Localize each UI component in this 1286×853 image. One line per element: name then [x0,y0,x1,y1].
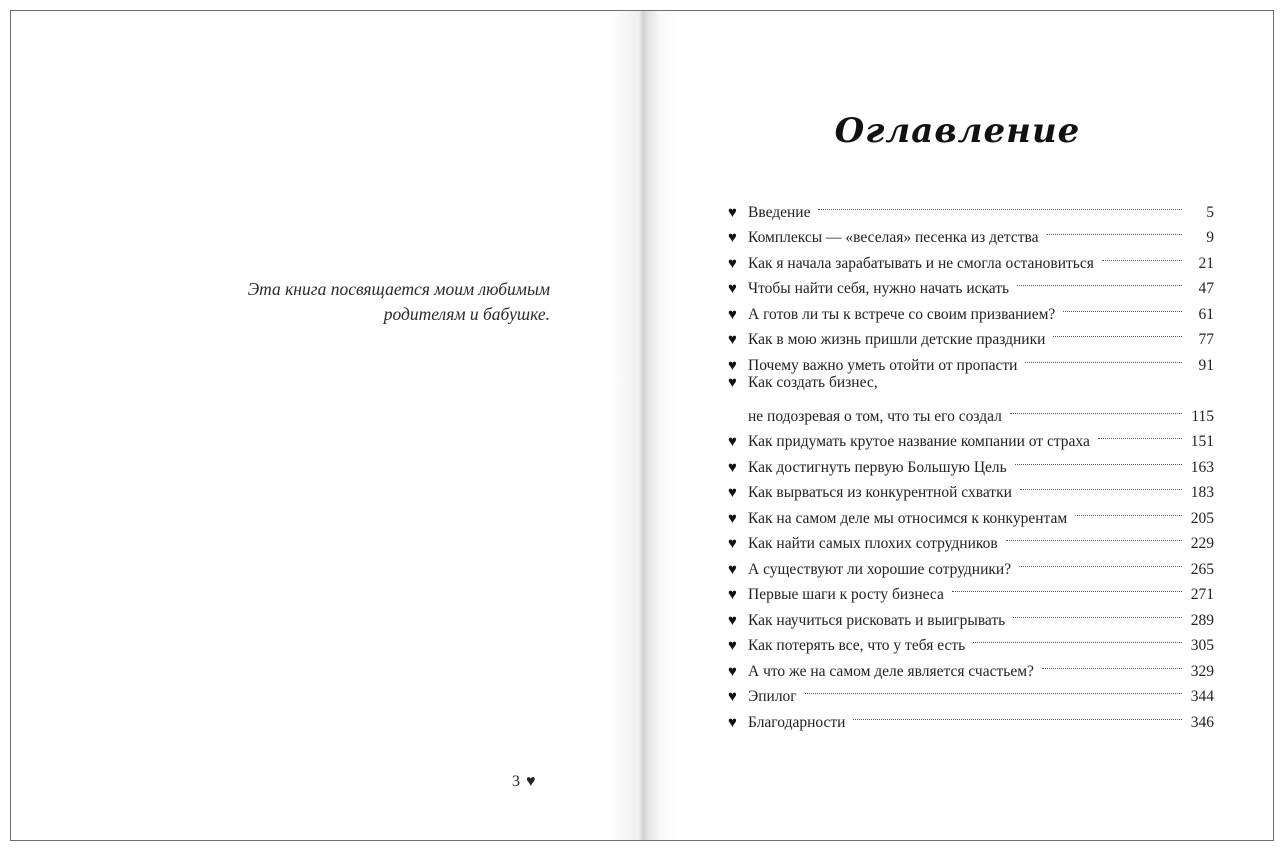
page-title: Оглавление [834,111,1081,151]
heart-icon: ♥ [728,638,737,654]
heart-icon: ♥ [728,714,737,731]
dedication-line: Эта книга посвящается моим любимым [247,279,550,299]
toc-entry-page: 21 [1198,254,1214,272]
dot-leader [1042,650,1182,676]
toc-entry-page: 9 [1206,229,1214,246]
dot-leader [1025,344,1182,370]
toc-entry-title: А существуют ли хорошие сотрудники? [748,560,1012,578]
toc-entry-title: Как создать бизнес, [748,373,878,391]
toc-entry-title: Как найти самых плохих сотрудников [748,535,998,552]
dedication [170,277,550,327]
heart-icon: ♥ [728,281,737,297]
toc-entry-title: Как потерять все, что у тебя есть [748,637,966,654]
toc-entry-page: 346 [1190,713,1214,731]
toc-entry-title: Как достигнуть первую Большую Цель [748,458,1007,476]
toc-entry-page: 91 [1198,356,1214,374]
toc-entry-title: Комплексы — «веселая» песенка из детства [748,229,1039,246]
heart-icon: ♥ [728,434,737,450]
right-page [642,11,1273,840]
toc-entry-page: 265 [1190,560,1214,578]
dot-leader [952,574,1182,600]
dot-leader [1053,319,1182,345]
heart-icon: ♥ [728,485,737,501]
dot-leader [1063,293,1182,319]
toc-entry-title: Как вырваться из конкурентной схватки [748,484,1012,501]
dot-leader [1006,523,1182,549]
dot-leader [1047,217,1182,243]
heart-icon: ♥ [728,204,737,221]
heart-icon: ♥ [728,587,737,603]
heart-icon: ♥ [728,357,737,374]
dot-leader [818,191,1182,217]
heart-icon: ♥ [728,663,737,680]
heart-icon: ♥ [526,773,536,790]
toc-entry-title: Эпилог [748,688,797,705]
heart-icon: ♥ [728,230,737,246]
toc-entry-title: Как на самом деле мы относимся к конкурентам [748,509,1068,527]
toc-entry-title: не подозревая о том, что ты его создал [748,407,1002,425]
toc-entry-page: 305 [1190,637,1214,654]
dot-leader [1010,395,1182,421]
toc-entry-title: А готов ли ты к встрече со своим призванием? [748,305,1056,323]
toc-entry-page: 344 [1190,688,1214,705]
dot-leader [805,676,1182,702]
toc-entry-page: 5 [1206,203,1214,221]
toc-entry-page: 289 [1190,611,1214,629]
toc-entry-page: 151 [1190,433,1214,450]
toc-entry [728,701,1214,731]
toc-entry-page: 229 [1190,535,1214,552]
toc-entry-page: 115 [1191,407,1214,425]
toc-entry-page: 271 [1190,586,1214,603]
toc-entry-page: 205 [1190,509,1214,527]
dot-leader [853,701,1182,727]
toc-entry-page: 329 [1190,662,1214,680]
heart-icon: ♥ [728,561,737,578]
dot-leader [1102,242,1182,268]
dot-leader [1075,497,1182,523]
heart-icon: ♥ [728,332,737,348]
heart-icon: ♥ [728,374,737,391]
toc-entry-title: Как в мою жизнь пришли детские праздники [748,331,1046,348]
page-number-value: 3 [512,773,520,790]
dot-leader [1013,599,1182,625]
toc-entry-page: 163 [1190,458,1214,476]
toc-entry-title: А что же на самом деле является счастьем? [748,662,1034,680]
toc-entry-title: Как научиться рисковать и выигрывать [748,611,1006,629]
heart-icon: ♥ [728,510,737,527]
dot-leader [1019,548,1182,574]
dot-leader [1017,268,1182,294]
heart-icon: ♥ [728,612,737,629]
toc-entry [728,395,1214,425]
dot-leader [1020,472,1182,498]
toc-entry-title: Благодарности [748,713,846,731]
heart-icon: ♥ [728,689,737,705]
heart-icon: ♥ [728,536,737,552]
dot-leader [973,625,1182,651]
left-page [11,11,642,840]
toc-entry [728,191,1214,221]
toc-entry-title: Введение [748,203,811,221]
toc-entry-title: Как придумать крутое название компании от страха [748,433,1090,450]
book-spread [10,10,1274,841]
toc-entry-title: Чтобы найти себя, нужно начать искать [748,280,1010,297]
dot-leader [1098,421,1182,447]
toc-entry-title: Первые шаги к росту бизнеса [748,586,944,603]
page-number [512,773,536,791]
toc-entry-page: 183 [1190,484,1214,501]
heart-icon: ♥ [728,255,737,272]
table-of-contents [728,191,1214,731]
dot-leader [1015,446,1182,472]
toc-entry-page: 61 [1198,305,1214,323]
toc-entry-title: Почему важно уметь отойти от пропасти [748,356,1018,374]
toc-entry-page: 77 [1198,331,1214,348]
toc-entry-page: 47 [1198,280,1214,297]
toc-entry-title: Как я начала зарабатывать и не смогла остановиться [748,254,1094,272]
heart-icon: ♥ [728,306,737,323]
heart-icon: ♥ [728,459,737,476]
dedication-line: родителям и бабушке. [383,304,550,324]
